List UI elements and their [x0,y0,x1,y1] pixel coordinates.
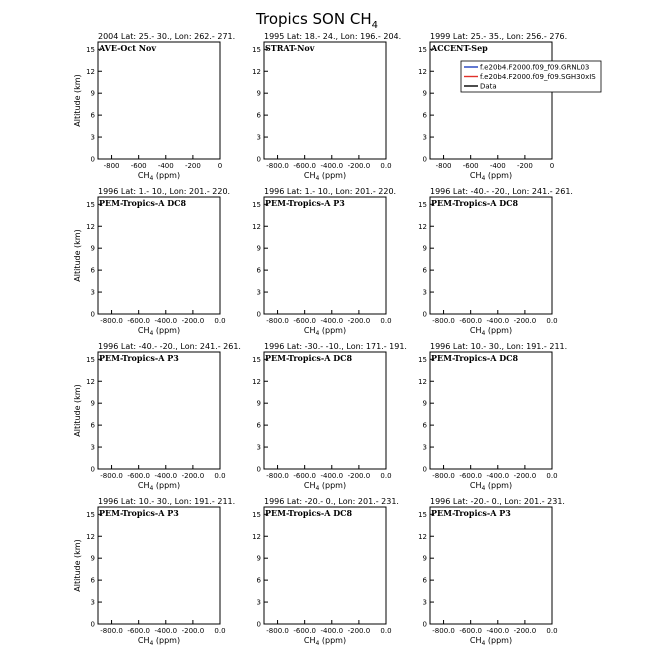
y-tick-label: 6 [90,421,95,430]
y-tick-label: 9 [90,244,95,253]
y-tick-label: 0 [90,465,95,474]
panel-header: 1996 Lat: -20.- 0., Lon: 201.- 231. [430,497,565,506]
y-tick-label: 15 [86,45,95,54]
x-axis-label-main: CH [469,636,482,645]
x-axis-label-unit: (ppm) [319,481,347,490]
panel [73,32,235,182]
y-tick-label: 3 [256,133,261,142]
x-tick-label: -800.0 [432,627,455,635]
y-tick-label: 3 [422,288,427,297]
y-tick-label: 12 [86,67,95,76]
plot-frame [430,352,552,469]
y-tick-label: 0 [90,155,95,164]
x-axis-label-subscript: 4 [481,485,486,492]
campaign-label: ACCENT-Sep [431,43,488,53]
panel [252,32,401,182]
x-axis-label-subscript: 4 [315,330,320,337]
y-tick-label: 3 [256,443,261,452]
panel-header: 1996 Lat: 1.- 10., Lon: 201.- 220. [98,187,231,196]
x-tick-label: -800.0 [100,317,123,325]
y-tick-label: 6 [422,576,427,585]
x-tick-label: 0.0 [214,317,226,325]
y-tick-label: 0 [422,465,427,474]
x-tick-label: -200.0 [513,317,537,325]
x-axis-label-main: CH [303,171,316,180]
plot-frame [430,507,552,624]
x-tick-label: -600.0 [293,162,316,170]
x-axis-label-main: CH [469,481,482,490]
x-axis-label-main: CH [137,171,150,180]
y-tick-label: 15 [86,510,95,519]
x-tick-label: -200 [184,162,201,170]
x-tick-label: 0.0 [380,627,392,635]
x-axis-label-subscript: 4 [315,640,320,647]
y-tick-label: 12 [418,532,427,541]
y-tick-label: 15 [252,200,261,209]
panel [73,342,241,492]
y-tick-label: 9 [422,244,427,253]
campaign-label: PEM-Tropics-A P3 [99,353,179,363]
panel [252,342,407,492]
x-axis-label-unit: (ppm) [485,171,513,180]
y-tick-label: 0 [256,310,261,319]
y-tick-label: 0 [422,310,427,319]
x-axis-label [470,171,512,182]
x-tick-label: 0.0 [214,627,226,635]
y-tick-label: 12 [86,222,95,231]
x-axis-label [138,636,180,647]
panel [418,32,567,182]
x-axis-label-unit: (ppm) [485,326,513,335]
x-tick-label: 0.0 [546,627,558,635]
plot-frame [264,507,386,624]
x-axis-label-subscript: 4 [149,330,154,337]
x-tick-label: -800.0 [100,472,123,480]
x-tick-label: -800.0 [266,472,289,480]
y-tick-label: 9 [90,399,95,408]
x-tick-label: -200.0 [347,317,371,325]
campaign-label: AVE-Oct Nov [99,43,157,53]
y-tick-label: 3 [256,598,261,607]
y-tick-label: 6 [256,576,261,585]
panel [418,187,573,337]
y-tick-label: 0 [90,620,95,629]
campaign-label: PEM-Tropics-A DC8 [431,353,519,363]
x-tick-label: -600 [462,162,479,170]
x-axis-label [138,326,180,337]
legend-entry-label: f.e20b4.F2000.f09_f09.SGH30xIS [480,73,596,81]
x-tick-label: 0 [217,162,223,170]
y-tick-label: 9 [422,89,427,98]
y-axis-label: Altitude (km) [73,384,82,437]
y-tick-label: 15 [252,510,261,519]
x-axis-label [470,481,512,492]
x-tick-label: -400 [157,162,174,170]
panel [252,497,399,647]
y-tick-label: 6 [90,111,95,120]
y-tick-label: 12 [252,532,261,541]
panel [418,497,565,647]
x-tick-label: -400.0 [320,162,344,170]
y-tick-label: 15 [86,200,95,209]
x-tick-label: -600.0 [293,472,316,480]
panel-header: 1999 Lat: 25.- 35., Lon: 256.- 276. [430,32,568,41]
x-axis-label-unit: (ppm) [319,636,347,645]
x-axis-label [138,481,180,492]
x-axis-label-unit: (ppm) [153,326,181,335]
x-tick-label: -400.0 [320,317,344,325]
y-tick-label: 12 [86,377,95,386]
x-axis-label-subscript: 4 [481,640,486,647]
panel-header: 1996 Lat: 10.- 30., Lon: 191.- 211. [98,497,236,506]
x-axis-label-main: CH [137,326,150,335]
x-tick-label: -400.0 [320,627,344,635]
panel-header: 1996 Lat: -40.- -20., Lon: 241.- 261. [98,342,241,351]
y-tick-label: 12 [86,532,95,541]
x-axis-label-subscript: 4 [149,175,154,182]
x-axis-label-main: CH [303,326,316,335]
x-tick-label: -400.0 [154,472,178,480]
x-axis-label-unit: (ppm) [485,481,513,490]
y-tick-label: 3 [90,598,95,607]
y-tick-label: 0 [256,155,261,164]
panel-header: 1996 Lat: -20.- 0., Lon: 201.- 231. [264,497,399,506]
y-tick-label: 12 [418,377,427,386]
panel-header: 1996 Lat: 1.- 10., Lon: 201.- 220. [264,187,397,196]
x-axis-label [470,326,512,337]
campaign-label: STRAT-Nov [265,43,315,53]
y-tick-label: 6 [256,111,261,120]
y-tick-label: 15 [418,510,427,519]
x-axis-label-unit: (ppm) [485,636,513,645]
y-tick-label: 15 [252,355,261,364]
x-tick-label: -200.0 [513,472,537,480]
x-tick-label: -600 [130,162,147,170]
x-axis-label-subscript: 4 [149,485,154,492]
x-tick-label: -600.0 [459,317,482,325]
y-tick-label: 9 [90,89,95,98]
x-axis-label [304,326,346,337]
x-axis-label-main: CH [303,636,316,645]
y-tick-label: 0 [256,620,261,629]
y-tick-label: 6 [422,111,427,120]
panel [418,342,567,492]
x-tick-label: -800.0 [100,627,123,635]
y-axis-label: Altitude (km) [73,229,82,282]
x-axis-label-subscript: 4 [149,640,154,647]
panel [73,187,230,337]
y-tick-label: 6 [90,576,95,585]
panel [73,497,235,647]
plot-frame [98,197,220,314]
x-tick-label: -600.0 [127,317,150,325]
x-tick-label: -600.0 [459,472,482,480]
y-tick-label: 15 [418,45,427,54]
x-tick-label: -400.0 [154,627,178,635]
x-tick-label: -800.0 [266,162,289,170]
x-tick-label: -400.0 [486,317,510,325]
x-tick-label: 0 [549,162,555,170]
x-axis-label-subscript: 4 [315,175,320,182]
y-tick-label: 9 [256,554,261,563]
panel-header: 2004 Lat: 25.- 30., Lon: 262.- 271. [98,32,236,41]
x-tick-label: -200.0 [513,627,537,635]
x-tick-label: -400.0 [486,472,510,480]
y-tick-label: 12 [252,222,261,231]
legend [461,61,601,92]
x-axis-label-unit: (ppm) [319,326,347,335]
x-tick-label: -200.0 [181,472,205,480]
x-tick-label: 0.0 [380,162,392,170]
y-tick-label: 6 [256,421,261,430]
y-tick-label: 3 [422,133,427,142]
y-tick-label: 3 [256,288,261,297]
x-tick-label: -800.0 [432,472,455,480]
y-tick-label: 9 [256,399,261,408]
y-tick-label: 6 [422,266,427,275]
x-axis-label [304,171,346,182]
y-tick-label: 15 [252,45,261,54]
panel-header: 1996 Lat: -30.- -10., Lon: 171.- 191. [264,342,407,351]
y-axis-label: Altitude (km) [73,74,82,127]
plot-frame [430,42,552,159]
y-tick-label: 12 [418,222,427,231]
panel-header: 1996 Lat: 10.- 30., Lon: 191.- 211. [430,342,568,351]
x-axis-label [304,636,346,647]
x-axis-label-subscript: 4 [481,175,486,182]
y-tick-label: 9 [422,554,427,563]
x-axis-label-main: CH [469,171,482,180]
y-tick-label: 9 [256,244,261,253]
panel [252,187,396,337]
campaign-label: PEM-Tropics-A P3 [431,508,511,518]
x-axis-label-main: CH [469,326,482,335]
x-tick-label: -800.0 [266,317,289,325]
x-tick-label: -600.0 [293,317,316,325]
x-tick-label: -400.0 [486,627,510,635]
y-tick-label: 0 [422,155,427,164]
x-tick-label: -200.0 [181,627,205,635]
x-axis-label-subscript: 4 [481,330,486,337]
plot-frame [98,507,220,624]
y-tick-label: 15 [86,355,95,364]
y-tick-label: 6 [422,421,427,430]
x-tick-label: -600.0 [127,627,150,635]
x-axis-label-main: CH [137,481,150,490]
x-tick-label: -800 [103,162,120,170]
y-tick-label: 12 [418,67,427,76]
y-tick-label: 9 [256,89,261,98]
x-axis-label-unit: (ppm) [153,171,181,180]
y-tick-label: 15 [418,200,427,209]
x-tick-label: -600.0 [127,472,150,480]
y-tick-label: 6 [90,266,95,275]
y-tick-label: 9 [90,554,95,563]
x-axis-label-unit: (ppm) [319,171,347,180]
x-tick-label: 0.0 [214,472,226,480]
x-tick-label: -800.0 [432,317,455,325]
figure-title-main: Tropics SON CH [256,10,372,28]
legend-entry-label: f.e20b4.F2000.f09_f09.GRNL03 [480,63,590,72]
y-tick-label: 15 [418,355,427,364]
panel-header: 1996 Lat: -40.- -20., Lon: 241.- 261. [430,187,573,196]
campaign-label: PEM-Tropics-A DC8 [431,198,519,208]
x-tick-label: -200 [516,162,533,170]
x-axis-label-unit: (ppm) [153,481,181,490]
campaign-label: PEM-Tropics-A P3 [265,198,345,208]
x-axis-label-subscript: 4 [315,485,320,492]
x-axis-label [138,171,180,182]
panel-header: 1995 Lat: 18.- 24., Lon: 196.- 204. [264,32,402,41]
y-tick-label: 3 [422,443,427,452]
x-tick-label: 0.0 [380,472,392,480]
x-axis-label-main: CH [137,636,150,645]
y-tick-label: 3 [90,133,95,142]
x-tick-label: 0.0 [546,317,558,325]
y-axis-label: Altitude (km) [73,539,82,592]
y-tick-label: 0 [256,465,261,474]
x-tick-label: -800.0 [266,627,289,635]
y-tick-label: 3 [422,598,427,607]
x-tick-label: -200.0 [347,162,371,170]
campaign-label: PEM-Tropics-A DC8 [99,198,187,208]
x-axis-label [304,481,346,492]
x-axis-label-unit: (ppm) [153,636,181,645]
y-tick-label: 12 [252,67,261,76]
x-tick-label: -200.0 [181,317,205,325]
plot-frame [98,352,220,469]
x-tick-label: 0.0 [546,472,558,480]
x-tick-label: 0.0 [380,317,392,325]
y-tick-label: 12 [252,377,261,386]
legend-entry-label: Data [480,82,497,91]
x-tick-label: -400.0 [154,317,178,325]
plot-frame [430,197,552,314]
campaign-label: PEM-Tropics-A DC8 [265,508,353,518]
plot-frame [98,42,220,159]
y-tick-label: 3 [90,288,95,297]
y-tick-label: 9 [422,399,427,408]
figure-title-subscript: 4 [371,20,378,31]
x-tick-label: -800 [435,162,452,170]
y-tick-label: 6 [256,266,261,275]
x-tick-label: -600.0 [459,627,482,635]
x-tick-label: -600.0 [293,627,316,635]
campaign-label: PEM-Tropics-A P3 [99,508,179,518]
y-tick-label: 0 [90,310,95,319]
figure-title [255,10,378,31]
plot-frame [264,42,386,159]
plot-frame [264,352,386,469]
y-tick-label: 3 [90,443,95,452]
x-axis-label [470,636,512,647]
y-tick-label: 0 [422,620,427,629]
x-axis-label-main: CH [303,481,316,490]
x-tick-label: -200.0 [347,627,371,635]
x-tick-label: -400.0 [320,472,344,480]
x-tick-label: -400 [489,162,506,170]
panels [73,32,573,647]
plot-frame [264,197,386,314]
x-tick-label: -200.0 [347,472,371,480]
campaign-label: PEM-Tropics-A DC8 [265,353,353,363]
